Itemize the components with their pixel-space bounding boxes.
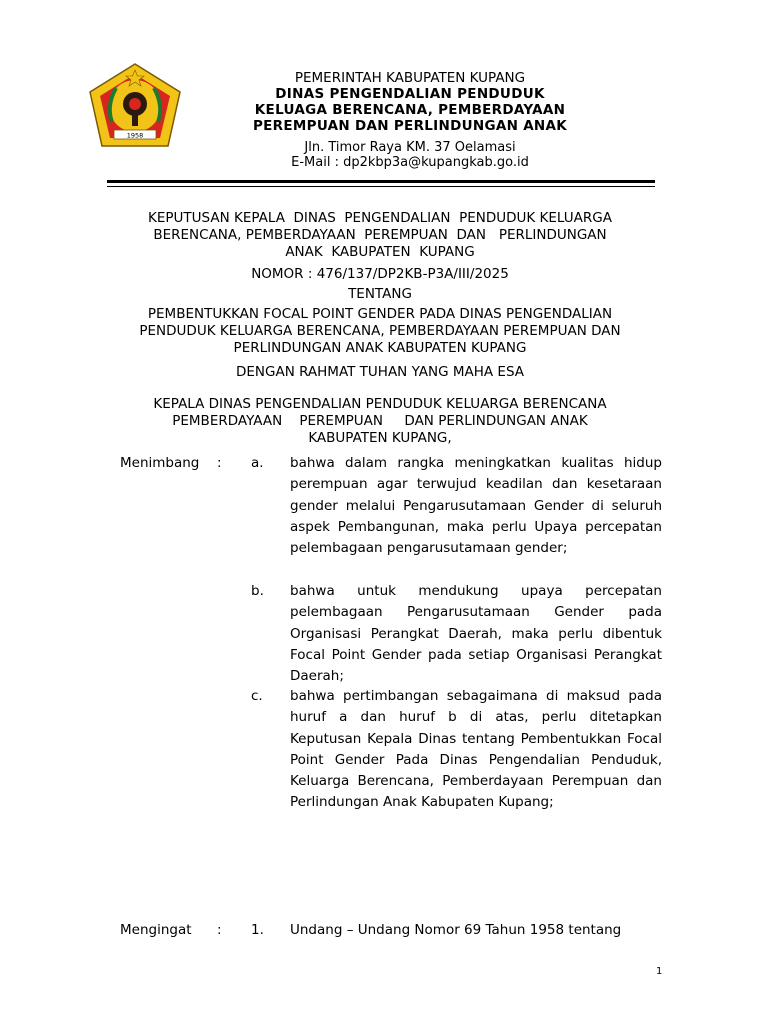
page-number: 1 — [656, 966, 663, 977]
decree-title-line: ANAK KABUPATEN KUPANG — [285, 244, 475, 260]
department-line-3: PEREMPUAN DAN PERLINDUNGAN ANAK — [252, 118, 568, 134]
decree-subject-line: PENDUDUK KELUARGA BERENCANA, PEMBERDAYAAN PEREMPUAN DAN — [139, 323, 621, 339]
issuing-authority-line: PEMBERDAYAAN PEREMPUAN DAN PERLINDUNGAN ANAK — [172, 413, 588, 429]
menimbang-colon: : — [217, 455, 222, 471]
menimbang-label: Menimbang — [120, 455, 200, 471]
decree-tentang: TENTANG — [348, 286, 412, 302]
letterhead-rule-thick — [107, 180, 655, 183]
office-address: Jln. Timor Raya KM. 37 Oelamasi — [304, 140, 516, 155]
decree-title-line: KEPUTUSAN KEPALA DINAS PENGENDALIAN PENDUDUK KELUARGA — [148, 210, 612, 226]
item-marker: c. — [251, 688, 263, 704]
office-email: E-Mail : dp2kbp3a@kupangkab.go.id — [291, 155, 529, 170]
issuing-authority — [110, 396, 650, 447]
decree-subject-line: PERLINDUNGAN ANAK KABUPATEN KUPANG — [233, 340, 527, 356]
letterhead — [200, 70, 620, 170]
department-line-1: DINAS PENGENDALIAN PENDUDUK — [275, 86, 545, 102]
decree-title — [110, 210, 650, 261]
issuing-authority-line: KEPALA DINAS PENGENDALIAN PENDUDUK KELUARGA BERENCANA — [153, 396, 607, 412]
mengingat-label: Mengingat — [120, 922, 192, 938]
department-line-2: KELUAGA BERENCANA, PEMBERDAYAAN — [254, 102, 566, 118]
invocation: DENGAN RAHMAT TUHAN YANG MAHA ESA — [235, 364, 525, 380]
kabupaten-kupang-emblem-icon — [88, 62, 182, 148]
decree-subject — [110, 306, 650, 357]
item-marker: b. — [251, 583, 264, 599]
mengingat-colon: : — [217, 922, 222, 938]
consideration-paragraph: bahwa dalam rangka meningkatkan kualitas hidup perempuan agar terwujud keadilan dan kesetaraan gender melalui Pengarusutamaan Gender di seluruh aspek Pembangunan, maka perlu Upaya percepatan pelembagaan pengarusutamaan gender; — [290, 455, 662, 557]
decree-number: NOMOR : 476/137/DP2KB-P3A/III/2025 — [251, 266, 509, 282]
emblem-year: 1958 — [126, 131, 144, 140]
consideration-paragraph: bahwa untuk mendukung upaya percepatan pelembagaan Pengarusutamaan Gender pada Organisasi Perangkat Daerah, maka perlu dibentuk Focal Point Gender pada setiap Organisasi Perangkat Daerah; — [290, 583, 662, 685]
item-marker: a. — [251, 455, 264, 471]
item-marker: 1. — [251, 922, 264, 938]
decree-subject-line: PEMBENTUKKAN FOCAL POINT GENDER PADA DINAS PENGENDALIAN — [147, 306, 613, 322]
government-name: PEMERINTAH KABUPATEN KUPANG — [294, 70, 526, 86]
issuing-authority-line: KABUPATEN KUPANG, — [308, 430, 452, 446]
legal-basis-paragraph: Undang – Undang Nomor 69 Tahun 1958 tentang — [290, 922, 622, 938]
emblem-graphic — [88, 62, 182, 148]
letterhead-rule-thin — [107, 186, 655, 187]
decree-title-line: BERENCANA, PEMBERDAYAAN PEREMPUAN DAN PERLINDUNGAN — [153, 227, 607, 243]
consideration-paragraph: bahwa pertimbangan sebagaimana di maksud pada huruf a dan huruf b di atas, perlu ditetapkan Keputusan Kepala Dinas tentang Pembentukkan Focal Point Gender Pada Dinas Pengendalian Penduduk, Keluarga Berencana, Pemberdayaan Perempuan dan Perlindungan Anak Kabupaten Kupang; — [290, 688, 662, 811]
